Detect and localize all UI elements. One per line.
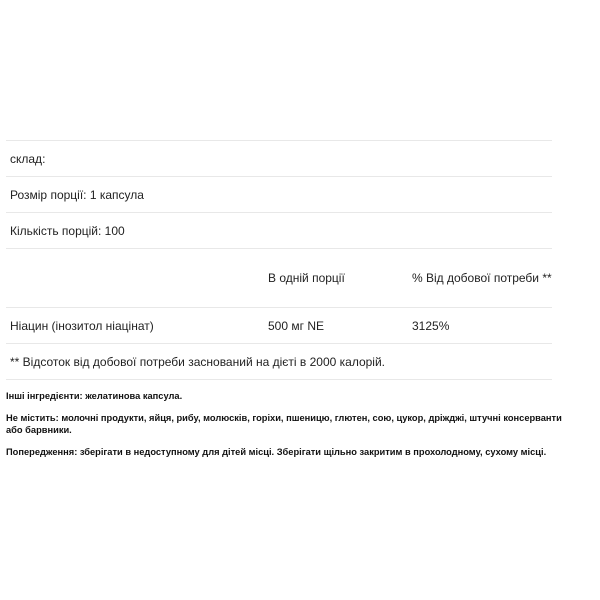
table-row [6, 213, 552, 249]
table-row [6, 177, 552, 213]
table-row [6, 141, 552, 177]
serving-size: Розмір порції: 1 капсула [6, 177, 552, 213]
supplement-facts-table [6, 140, 552, 380]
notes-section [6, 390, 566, 468]
ingredient-name: Ніацин (інозитол ніацінат) [6, 308, 264, 344]
header-per-serving: В одній порції [264, 249, 408, 308]
footnote: ** Відсоток від добової потреби заснований на дієті в 2000 калорій. [6, 344, 552, 380]
servings-count: Кількість порцій: 100 [6, 213, 552, 249]
composition-label: склад: [6, 141, 552, 177]
ingredient-dv: 3125% [408, 308, 552, 344]
table-row [6, 344, 552, 380]
other-ingredients: Інші інгредієнти: желатинова капсула. [6, 391, 183, 401]
header-empty [6, 249, 264, 308]
table-header-row [6, 249, 552, 308]
warning: Попередження: зберігати в недоступному для дітей місці. Зберігати щільно закритим в прохолодному, сухому місці. [6, 447, 547, 457]
table-row [6, 308, 552, 344]
does-not-contain: Не містить: молочні продукти, яйця, рибу, молюсків, горіхи, пшеницю, глютен, сою, цукор, дріжджі, штучні консерванти або барвники. [6, 413, 562, 435]
header-daily-value: % Від добової потреби ** [408, 249, 552, 308]
ingredient-amount: 500 мг NE [264, 308, 408, 344]
